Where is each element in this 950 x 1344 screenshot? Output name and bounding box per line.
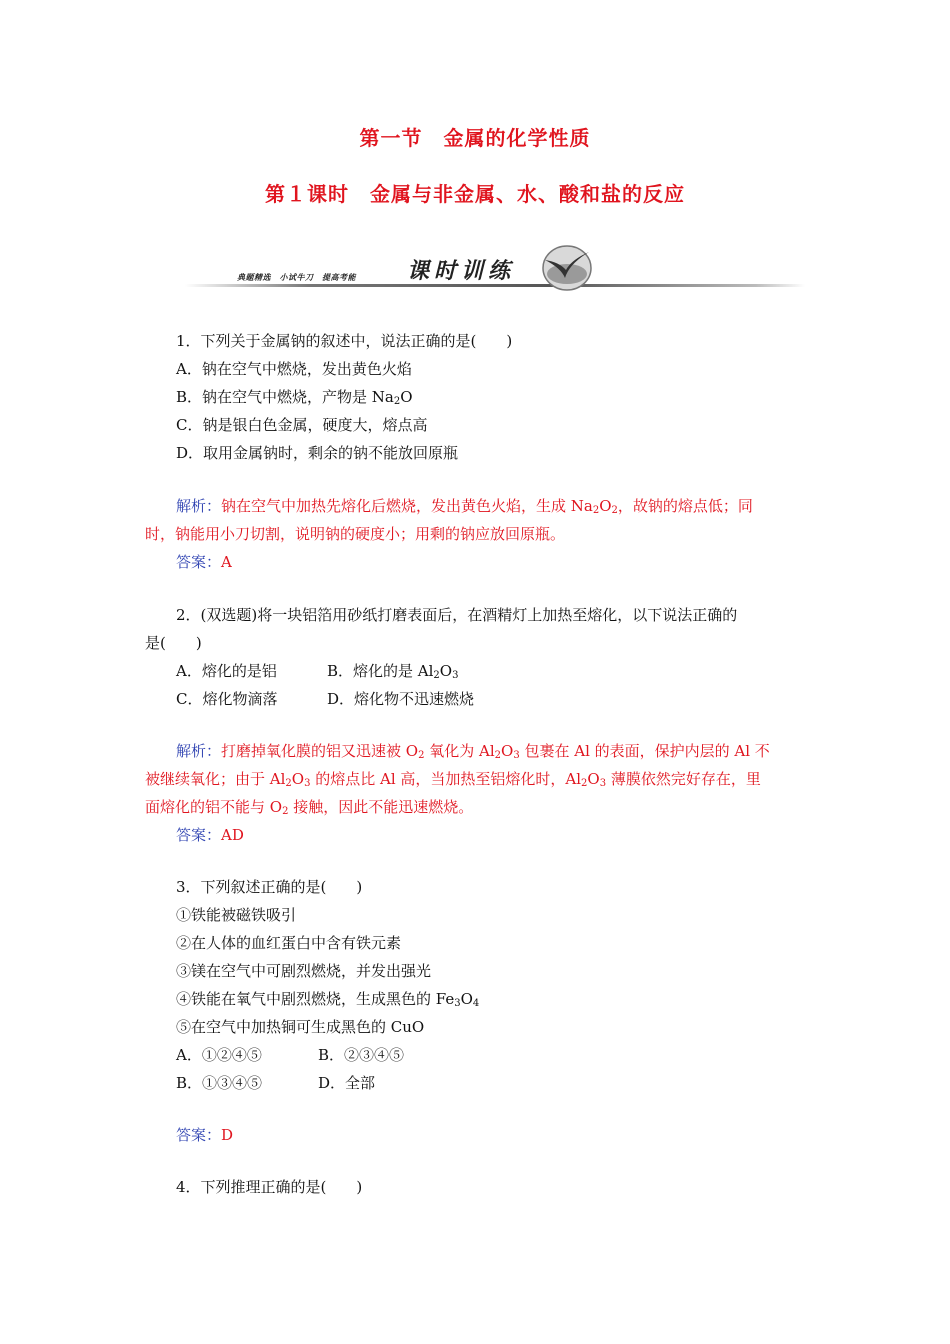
question-2-stem-line2: 是( ) xyxy=(145,634,202,652)
q3-statement-3: ③镁在空气中可剧烈燃烧，并发出强光 xyxy=(176,962,432,980)
q3-statement-2: ②在人体的血红蛋白中含有铁元素 xyxy=(176,934,402,952)
q3-option-c: B．①③④⑤ xyxy=(176,1074,263,1092)
q3-statement-1: ①铁能被磁铁吸引 xyxy=(176,906,297,924)
q3-statement-4: ④铁能在氧气中剧烈燃烧，生成黑色的 $Fe_3O_4$ xyxy=(176,990,480,1009)
q3-option-a: A．①②④⑤ xyxy=(176,1046,262,1064)
q3-option-b: B．②③④⑤ xyxy=(318,1046,405,1064)
question-2-stem-line1: 2．(双选题)将一块铝箔用砂纸打磨表面后，在酒精灯上加热至熔化，以下说法正确的 xyxy=(176,606,738,624)
q2-analysis-line1: 解析：打磨掉氧化膜的铝又迅速被 $O_2$ 氧化为 $Al_2O_3$ 包裹在 Al 的表面，保护内层的 Al 不 xyxy=(176,742,770,761)
q1-answer: 答案：A xyxy=(176,553,232,571)
q2-option-d: D．熔化物不迅速燃烧 xyxy=(327,690,475,708)
q2-option-a: A．熔化的是铝 xyxy=(176,662,277,680)
q1-option-b: B．钠在空气中燃烧，产物是 $Na_2O$ xyxy=(176,388,413,407)
bird-emblem-icon xyxy=(535,238,595,294)
q3-option-d: D．全部 xyxy=(318,1074,376,1092)
q2-analysis-line3: 面熔化的铝不能与 $O_2$ 接触，因此不能迅速燃烧。 xyxy=(145,798,474,817)
q3-statement-5: ⑤在空气中加热铜可生成黑色的 CuO xyxy=(176,1018,425,1036)
banner-subtitle: 典题精选 小试牛刀 提高考能 xyxy=(237,272,356,282)
banner-title: 课时训练 xyxy=(407,258,516,284)
question-3-stem: 3．下列叙述正确的是( ) xyxy=(176,878,363,896)
q1-analysis-line1: 解析：钠在空气中加热先熔化后燃烧，发出黄色火焰，生成 $Na_2O_2$，故钠的熔点低；同 xyxy=(176,497,753,516)
q1-option-c: C．钠是银白色金属，硬度大，熔点高 xyxy=(176,416,428,434)
q1-option-a: A．钠在空气中燃烧，发出黄色火焰 xyxy=(176,360,412,378)
section-title: 第一节 金属的化学性质 xyxy=(359,126,591,150)
q3-answer: 答案：D xyxy=(176,1126,234,1144)
q2-answer: 答案：AD xyxy=(176,826,244,844)
q2-option-b: B．熔化的是 $Al_2O_3$ xyxy=(327,662,459,681)
question-1-stem: 1．下列关于金属钠的叙述中，说法正确的是( ) xyxy=(176,332,513,350)
q2-option-c: C．熔化物滴落 xyxy=(176,690,278,708)
question-4-stem: 4．下列推理正确的是( ) xyxy=(176,1178,363,1196)
practice-banner xyxy=(185,238,805,298)
q1-analysis-line2: 时，钠能用小刀切割，说明钠的硬度小；用剩的钠应放回原瓶。 xyxy=(145,525,566,543)
lesson-title: 第１课时 金属与非金属、水、酸和盐的反应 xyxy=(265,182,685,206)
q2-analysis-line2: 被继续氧化；由于 $Al_2O_3$ 的熔点比 Al 高，当加热至铝熔化时，$Al_2O_3$ 薄膜依然完好存在，里 xyxy=(145,770,761,789)
q1-option-d: D．取用金属钠时，剩余的钠不能放回原瓶 xyxy=(176,444,459,462)
